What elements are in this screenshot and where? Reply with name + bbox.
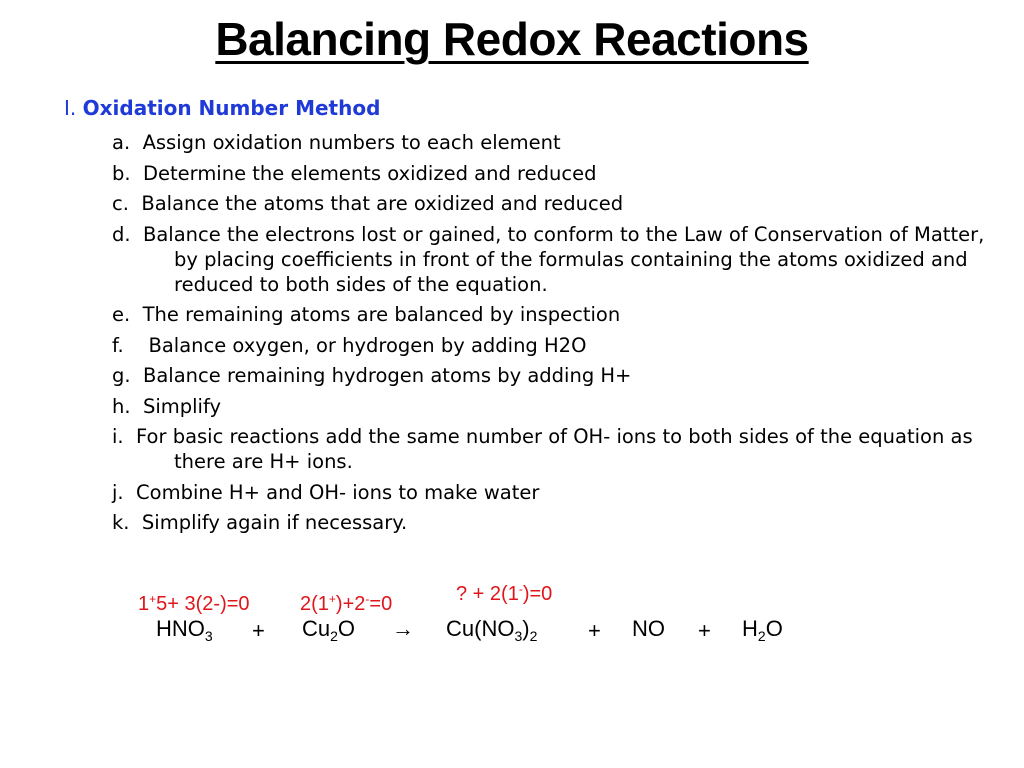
formula-text: H	[742, 616, 758, 641]
step-label: d.	[112, 222, 131, 246]
annotation-text: 2(1	[300, 593, 329, 615]
annotation-text: )+2	[335, 593, 366, 615]
formula-subscript: 3	[514, 628, 523, 644]
step-label: h.	[112, 394, 131, 418]
step-text: Balance the electrons lost or gained, to conform to the Law of Conservation of Matter, by placing coefficients in front of the formulas containing the atoms oxidized and reduced to both sides of the equation.	[142, 222, 985, 296]
step-text: Determine the elements oxidized and reduced	[142, 161, 597, 185]
reaction-arrow: →	[392, 616, 414, 641]
step-text: Balance the atoms that are oxidized and reduced	[141, 192, 624, 215]
step-text: For basic reactions add the same number of OH- ions to both sides of the equation as there are H+ ions.	[136, 425, 973, 473]
formula-text: Cu(NO	[446, 616, 515, 641]
step-label: c.	[112, 192, 129, 215]
plus-sign: +	[588, 618, 601, 643]
formula-subscript: 2	[529, 628, 538, 644]
annotation-sup: +	[149, 592, 157, 606]
formula-cuno3-2	[446, 616, 537, 644]
annotation-sup: -	[365, 592, 370, 606]
step-label: g.	[112, 364, 131, 387]
step-text: Combine H+ and OH- ions to make water	[136, 480, 540, 504]
annotation-text: =0	[369, 593, 393, 615]
formula-subscript: 2	[330, 628, 338, 644]
formula-h2o	[742, 616, 783, 644]
annotation-sup: +	[328, 592, 336, 606]
formula-hno3	[156, 616, 213, 644]
plus-sign: +	[698, 618, 711, 643]
formula-text: Cu	[302, 616, 331, 641]
annotation-text: ? + 2(1	[456, 583, 519, 605]
formula-cu2o	[302, 616, 355, 644]
formula-subscript: 3	[204, 628, 213, 644]
plus-sign: +	[252, 618, 265, 643]
step-text: Simplify again if necessary.	[141, 511, 408, 534]
annotation-text: 5+ 3(2-)=0	[156, 593, 250, 615]
step-label: i.	[112, 425, 124, 448]
step-label: k.	[112, 511, 130, 534]
slide-title-text: Balancing Redox Reactions	[215, 13, 809, 65]
step-label: f.	[112, 333, 124, 357]
section-numeral: I.	[64, 96, 77, 120]
annotation-text: )=0	[522, 583, 553, 605]
step-text: Balance remaining hydrogen atoms by adding H+	[142, 364, 632, 387]
step-text: The remaining atoms are balanced by inspection	[142, 303, 621, 326]
annotation-sup: -	[518, 582, 523, 596]
oxidation-annotation-cu2o	[300, 592, 392, 616]
formula-text: HNO	[156, 616, 205, 641]
annotation-text: 1	[138, 593, 150, 615]
formula-subscript: 2	[757, 628, 766, 644]
section-heading-text: Oxidation Number Method	[82, 96, 381, 120]
formula-text: )	[522, 616, 530, 641]
step-text: Simplify	[142, 394, 222, 418]
step-label: e.	[112, 303, 131, 326]
formula-text: O	[337, 616, 356, 641]
step-label: a.	[112, 131, 131, 154]
formula-text: O	[765, 616, 783, 641]
formula-no: NO	[632, 616, 665, 641]
step-label: j.	[112, 480, 124, 504]
step-text: Balance oxygen, or hydrogen by adding H2O	[148, 333, 587, 357]
oxidation-annotation-hno3	[138, 592, 250, 616]
step-label: b.	[112, 161, 131, 185]
oxidation-annotation-cuno3	[456, 582, 552, 606]
step-text: Assign oxidation numbers to each element	[142, 131, 561, 154]
